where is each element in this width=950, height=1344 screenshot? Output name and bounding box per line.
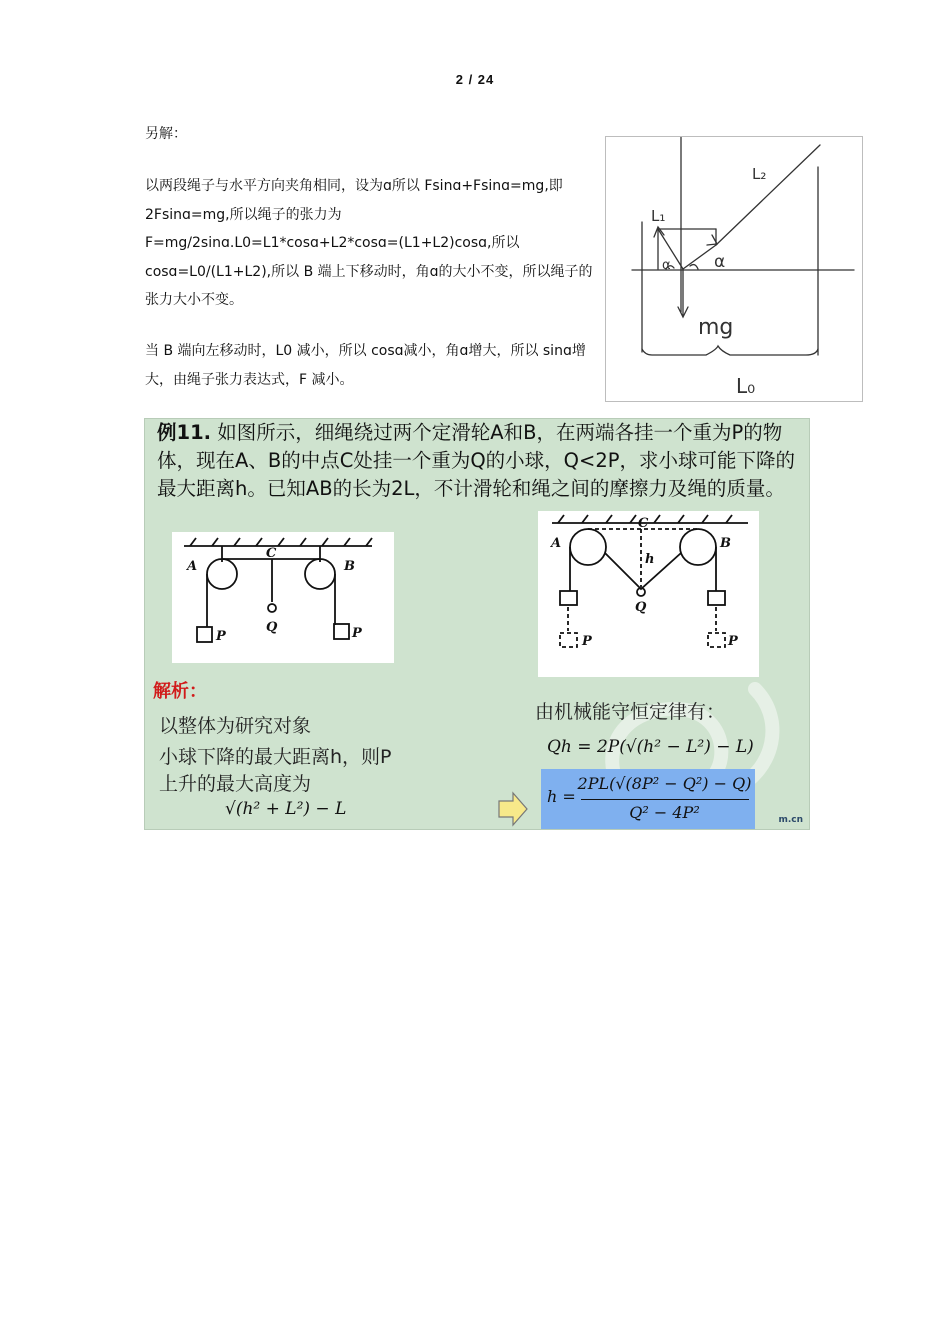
answer-box — [541, 769, 755, 829]
fig2-label-p-right: P — [728, 634, 738, 649]
energy-equation: Qh = 2P(√(h² − L²) − L) — [547, 737, 754, 757]
watermark: m.cn — [778, 815, 803, 825]
sketch-label-l1: L₁ — [651, 207, 666, 225]
fig1-label-p-right: P — [352, 626, 362, 641]
fig1-label-a: A — [187, 559, 198, 574]
solution-left-line-3: 上升的最大高度为 — [159, 773, 312, 795]
answer-lhs: h = — [547, 787, 576, 806]
fig2-label-p-left: P — [582, 634, 592, 649]
sketch-label-l0: L₀ — [736, 374, 756, 398]
example-11-slide — [144, 418, 810, 830]
pulley-figure-final — [538, 511, 759, 677]
force-sketch-svg — [606, 137, 862, 401]
fig2-label-h: h — [645, 552, 655, 567]
example-11-label: 例11. — [157, 421, 212, 444]
arrow-right-icon — [497, 791, 529, 830]
analysis-title: 解析： — [153, 681, 207, 702]
fig1-label-c: C — [266, 546, 277, 561]
example-11-problem — [157, 419, 802, 503]
sketch-label-alpha-right: α — [714, 252, 726, 272]
fig1-label-b: B — [344, 559, 355, 574]
fig2-label-q: Q — [635, 600, 647, 615]
fig1-label-q: Q — [266, 620, 278, 635]
sketch-label-l2: L₂ — [752, 165, 767, 183]
solution-right-line-1: 由机械能守恒定律有： — [535, 701, 726, 723]
answer-numerator: 2PL(√(8P² − Q²) − Q) — [577, 774, 752, 793]
example-11-statement: 如图所示，细绳绕过两个定滑轮A和B，在两端各挂一个重为P的物体，现在A、B的中点C处挂一个重为Q的小球，Q<2P，求小球可能下降的最大距离h。已知AB的长为2L，不计滑轮和绳之间的摩擦力及绳的质量。 — [157, 421, 796, 500]
solution-left-line-2: 小球下降的最大距离h，则P — [159, 746, 392, 768]
alternative-solution-paragraph: 以两段绳子与水平方向夹角相同，设为ɑ所以 Fsinɑ+Fsinɑ=mg,即 2Fsinɑ=mg,所以绳子的张力为 F=mg/2sinɑ.L0=L1*cosɑ+L2*cosɑ=(L1+L2)cosɑ,所以 cosɑ=L0/(L1+L2),所以 B 端上下移动时，角ɑ的大小不变，所以绳子的张力大小不变。 — [145, 178, 593, 308]
sketch-label-mg: mg — [698, 315, 734, 340]
answer-denominator: Q² − 4P² — [629, 803, 700, 822]
fig2-label-c: C — [638, 516, 649, 531]
p-rise-formula: √(h² + L²) − L — [225, 799, 347, 819]
sketch-label-alpha-left: α — [662, 258, 671, 273]
page-number: 2 / 24 — [455, 72, 495, 87]
left-move-paragraph: 当 B 端向左移动时，L0 减小，所以 cosɑ减小，角ɑ增大，所以 sinɑ增大，由绳子张力表达式，F 减小。 — [145, 343, 586, 388]
fig1-label-p-left: P — [216, 629, 226, 644]
fig2-label-a: A — [551, 536, 562, 551]
alternative-solution-label: 另解： — [145, 126, 187, 142]
solution-left-line-1: 以整体为研究对象 — [159, 715, 312, 737]
fig2-label-b: B — [720, 536, 731, 551]
force-sketch-figure — [605, 136, 863, 402]
pulley-figure-initial — [172, 532, 394, 663]
fraction-bar — [581, 799, 749, 800]
